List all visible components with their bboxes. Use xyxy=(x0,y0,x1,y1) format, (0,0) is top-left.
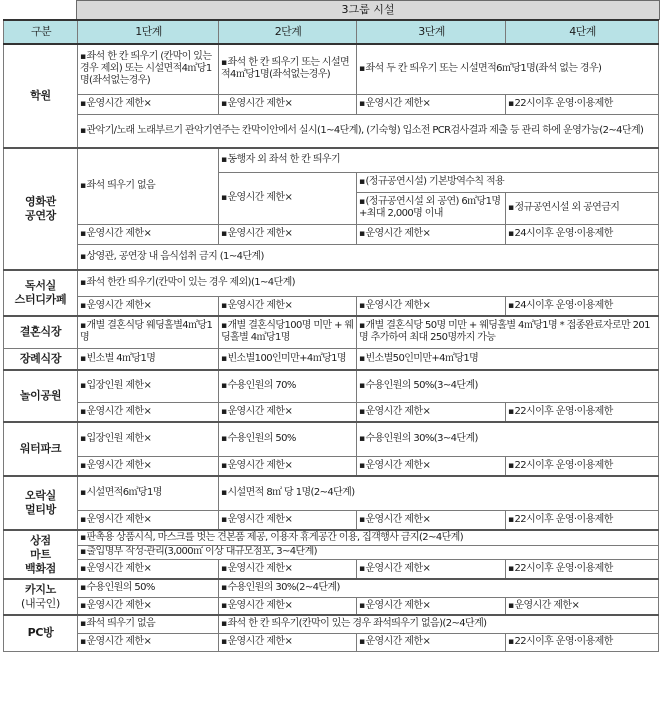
amusement-stage1: ▪ 입장인원 제한× xyxy=(78,370,219,402)
cinema-note: ▪ 상영관, 공연장 내 음식섭취 금지 (1~4단계) xyxy=(78,244,659,270)
table-row xyxy=(4,476,659,510)
header-category: 구분 xyxy=(4,20,78,44)
reading-hours-4: ▪ 24시이후 운영·이용제한 xyxy=(506,296,659,316)
waterpark-stage2: ▪ 수용인원의 50% xyxy=(219,422,357,456)
table-row xyxy=(4,545,659,559)
cinema-hours-2: ▪ 운영시간 제한× xyxy=(219,224,357,244)
reading-hours-3: ▪ 운영시간 제한× xyxy=(357,296,506,316)
amusement-hours-2: ▪ 운영시간 제한× xyxy=(219,402,357,422)
cinema-stage2-hours: ▪ 운영시간 제한× xyxy=(219,172,357,224)
arcade-hours-3: ▪ 운영시간 제한× xyxy=(357,510,506,530)
table-row xyxy=(4,370,659,402)
table-row xyxy=(4,456,659,476)
header-row xyxy=(4,20,659,44)
category-water-park: 워터파크 xyxy=(4,422,78,476)
academy-hours-1: ▪ 운영시간 제한× xyxy=(78,94,219,114)
reading-seat: ▪ 좌석 한칸 띄우기(칸막이 있는 경우 제외)(1~4단계) xyxy=(78,270,659,296)
cinema-hours-4: ▪ 24시이후 운영·이용제한 xyxy=(506,224,659,244)
amusement-hours-1: ▪ 운영시간 제한× xyxy=(78,402,219,422)
store-hours-2: ▪ 운영시간 제한× xyxy=(219,559,357,579)
reading-hours-2: ▪ 운영시간 제한× xyxy=(219,296,357,316)
wedding-stage34: ▪ 개별 결혼식당 50명 미만 + 웨딩홀별 4㎡당1명 * 접종완료자로만 201명 추가하여 최대 250명까지 가능 xyxy=(357,316,659,348)
waterpark-stage34: ▪ 수용인원의 30%(3~4단계) xyxy=(357,422,659,456)
casino-hours-3: ▪ 운영시간 제한× xyxy=(357,597,506,615)
casino-stage234: ▪ 수용인원의 30%(2~4단계) xyxy=(219,579,659,597)
pcroom-hours-4: ▪ 22시이후 운영·이용제한 xyxy=(506,633,659,651)
table-row xyxy=(4,224,659,244)
amusement-stage2: ▪ 수용인원의 70% xyxy=(219,370,357,402)
cinema-stage3-other: ▪ (정규공연시설 외 공연) 6㎡당1명+최대 2,000명 이내 xyxy=(357,192,506,224)
table-row xyxy=(4,296,659,316)
section-title: 3그룹 시설 xyxy=(76,0,660,20)
casino-hours-2: ▪ 운영시간 제한× xyxy=(219,597,357,615)
table-row xyxy=(4,244,659,270)
cinema-stage34-rule: ▪ (정규공연시설) 기본방역수칙 적용 xyxy=(357,172,659,192)
pcroom-hours-1: ▪ 운영시간 제한× xyxy=(78,633,219,651)
category-cinema: 영화관 공연장 xyxy=(4,148,78,270)
table-row xyxy=(4,348,659,370)
arcade-hours-4: ▪ 22시이후 운영·이용제한 xyxy=(506,510,659,530)
academy-stage1-seat: ▪ 좌석 한 칸 띄우기 (칸막이 있는 경우 제외) 또는 시설면적4㎡당1명(좌석없는경우) xyxy=(78,44,219,94)
academy-hours-2: ▪ 운영시간 제한× xyxy=(219,94,357,114)
amusement-hours-3: ▪ 운영시간 제한× xyxy=(357,402,506,422)
store-rule-2: ▪ 출입명부 작성·관리(3,000㎡ 이상 대규모점포, 3~4단계) xyxy=(78,545,659,559)
cinema-hours-1: ▪ 운영시간 제한× xyxy=(78,224,219,244)
table-row xyxy=(4,148,659,172)
funeral-stage34: ▪ 빈소별50인미만+4㎡당1명 xyxy=(357,348,659,370)
arcade-hours-1: ▪ 운영시간 제한× xyxy=(78,510,219,530)
cinema-stage234-seat: ▪ 동행자 외 좌석 한 칸 띄우기 xyxy=(219,148,659,172)
header-stage-1: 1단계 xyxy=(78,20,219,44)
header-stage-3: 3단계 xyxy=(357,20,506,44)
arcade-hours-2: ▪ 운영시간 제한× xyxy=(219,510,357,530)
waterpark-hours-4: ▪ 22시이후 운영·이용제한 xyxy=(506,456,659,476)
wedding-stage2: ▪ 개별 결혼식당100명 미만 + 웨딩홀별 4㎡당1명 xyxy=(219,316,357,348)
table-row xyxy=(4,530,659,545)
store-hours-4: ▪ 22시이후 운영·이용제한 xyxy=(506,559,659,579)
pcroom-hours-2: ▪ 운영시간 제한× xyxy=(219,633,357,651)
category-arcade: 오락실 멀티방 xyxy=(4,476,78,530)
amusement-stage34: ▪ 수용인원의 50%(3~4단계) xyxy=(357,370,659,402)
table-row xyxy=(4,615,659,633)
cinema-stage1-seat: ▪ 좌석 띄우기 없음 xyxy=(78,148,219,224)
reading-hours-1: ▪ 운영시간 제한× xyxy=(78,296,219,316)
table-row xyxy=(4,114,659,148)
waterpark-hours-1: ▪ 운영시간 제한× xyxy=(78,456,219,476)
store-hours-3: ▪ 운영시간 제한× xyxy=(357,559,506,579)
category-casino: 카지노 (내국인) xyxy=(4,579,78,615)
academy-hours-4: ▪ 22시이후 운영·이용제한 xyxy=(506,94,659,114)
amusement-hours-4: ▪ 22시이후 운영·이용제한 xyxy=(506,402,659,422)
category-academy: 학원 xyxy=(4,44,78,148)
wedding-stage1: ▪ 개별 결혼식당 웨딩홀별4㎡당1명 xyxy=(78,316,219,348)
casino-hours-1: ▪ 운영시간 제한× xyxy=(78,597,219,615)
waterpark-stage1: ▪ 입장인원 제한× xyxy=(78,422,219,456)
academy-stage2-seat: ▪ 좌석 한 칸 띄우기 또는 시설면적4㎡당1명(좌석없는경우) xyxy=(219,44,357,94)
table-row xyxy=(4,270,659,296)
header-stage-2: 2단계 xyxy=(219,20,357,44)
arcade-stage1: ▪ 시설면적6㎡당1명 xyxy=(78,476,219,510)
pcroom-hours-3: ▪ 운영시간 제한× xyxy=(357,633,506,651)
store-hours-1: ▪ 운영시간 제한× xyxy=(78,559,219,579)
category-wedding: 결혼식장 xyxy=(4,316,78,348)
cinema-hours-3: ▪ 운영시간 제한× xyxy=(357,224,506,244)
academy-note: ▪ 관악기/노래 노래부르기 관악기연주는 칸막이안에서 실시(1~4단계), (기숙형) 입소전 PCR검사결과 제출 등 관리 하에 운영가능(2~4단계) xyxy=(78,114,659,148)
academy-hours-3: ▪ 운영시간 제한× xyxy=(357,94,506,114)
funeral-stage1: ▪ 빈소별 4㎡당1명 xyxy=(78,348,219,370)
table-row xyxy=(4,402,659,422)
cinema-stage4-other: ▪ 정규공연시설 외 공연금지 xyxy=(506,192,659,224)
store-rule-1: ▪ 판촉용 상품시식, 마스크를 벗는 견본품 제공, 이용자 휴게공간 이용, 집객행사 금지(2~4단계) xyxy=(78,530,659,545)
table-row xyxy=(4,316,659,348)
category-reading-room: 독서실 스터디카페 xyxy=(4,270,78,316)
table-row xyxy=(4,510,659,530)
table-row xyxy=(4,579,659,597)
table-row xyxy=(4,597,659,615)
waterpark-hours-3: ▪ 운영시간 제한× xyxy=(357,456,506,476)
table-row xyxy=(4,44,659,94)
category-amusement-park: 놀이공원 xyxy=(4,370,78,422)
table-row xyxy=(4,94,659,114)
category-store: 상점 마트 백화점 xyxy=(4,530,78,579)
category-pc-room: PC방 xyxy=(4,615,78,651)
table-row xyxy=(4,422,659,456)
casino-stage1: ▪ 수용인원의 50% xyxy=(78,579,219,597)
table-row xyxy=(4,633,659,651)
casino-hours-4: ▪ 운영시간 제한× xyxy=(506,597,659,615)
facility-rules-table xyxy=(3,19,659,652)
arcade-stage234: ▪ 시설면적 8㎡ 당 1명(2~4단계) xyxy=(219,476,659,510)
pcroom-stage1: ▪ 좌석 띄우기 없음 xyxy=(78,615,219,633)
table-row xyxy=(4,559,659,579)
pcroom-stage234: ▪ 좌석 한 칸 띄우기(칸막이 있는 경우 좌석띄우기 없음)(2~4단계) xyxy=(219,615,659,633)
waterpark-hours-2: ▪ 운영시간 제한× xyxy=(219,456,357,476)
academy-stage34-seat: ▪ 좌석 두 칸 띄우기 또는 시설면적6㎡당1명(좌석 없는 경우) xyxy=(357,44,659,94)
funeral-stage2: ▪ 빈소별100인미만+4㎡당1명 xyxy=(219,348,357,370)
category-funeral: 장례식장 xyxy=(4,348,78,370)
header-stage-4: 4단계 xyxy=(506,20,659,44)
